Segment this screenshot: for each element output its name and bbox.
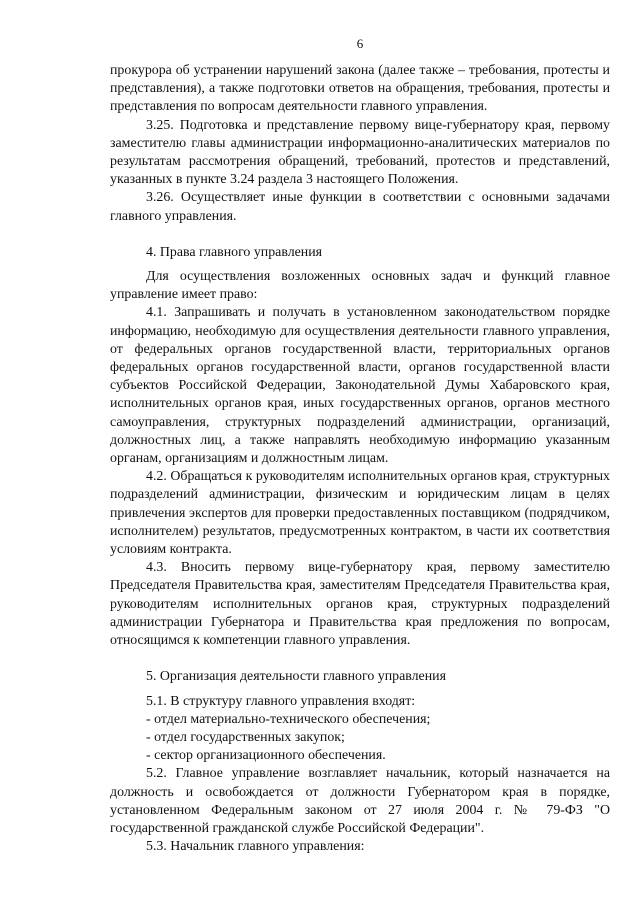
list-item: - отдел государственных закупок; xyxy=(146,729,345,745)
list-item: - отдел материально-технического обеспечения; xyxy=(146,711,431,727)
section-4-heading: 4. Права главного управления xyxy=(146,244,323,260)
document-body xyxy=(110,62,610,856)
section-4-intro: Для осуществления возложенных основных задач и функций главное управление имеет право: xyxy=(110,269,610,303)
paragraph-5-2: 5.2. Главное управление возглавляет начальник, который назначается на должность и освобождается от должности Губернатором края в порядке, установленном Федеральным законом от 27 июля 2004 г. № 79-ФЗ "О государственной гражданской службе Российской Федерации". xyxy=(110,766,610,836)
paragraph-5-3: 5.3. Начальник главного управления: xyxy=(146,839,365,855)
paragraph-4-1: 4.1. Запрашивать и получать в установленном законодательством порядке информацию, необходимую для осуществления деятельности главного управления, от федеральных органов государственной власти, территориальных органов федеральных органов государственной власти, органов государственной власти субъектов Российской Федерации, Законодательной Думы Хабаровского края, исполнительных органов края, иных государственных органов, органов местного самоуправления, структурных подразделений администрации, организаций, должностных лиц, а также направлять необходимую информацию указанным органам, организациям и должностным лицам. xyxy=(110,305,610,467)
page-number: 6 xyxy=(356,36,364,51)
paragraph-3-25: 3.25. Подготовка и представление первому вице-губернатору края, первому заместителю главы администрации информационно-аналитических материалов по результатам рассмотрения обращений, требований, протестов и представлений, указанных в пункте 3.24 раздела 3 настоящего Положения. xyxy=(110,117,610,188)
list-item: - сектор организационного обеспечения. xyxy=(146,748,386,764)
paragraph-3-26: 3.26. Осуществляет иные функции в соответствии с основными задачами главного управления. xyxy=(110,190,610,224)
paragraph-continuation: прокурора об устранении нарушений закона (далее также – требования, протесты и представления), а также подготовки ответов на обращения, требования, протесты и представления по вопросам деятельности главного управления. xyxy=(110,63,610,115)
paragraph-5-1: 5.1. В структуру главного управления входят: xyxy=(146,693,416,709)
paragraph-4-3: 4.3. Вносить первому вице-губернатору края, первому заместителю Председателя Правительства края, заместителям Председателя Правительства края, руководителям исполнительных органов края, структурных подразделений администрации Губернатора и Правительства края предложения по вопросам, относящимся к компетенции главного управления. xyxy=(110,560,610,649)
section-5-heading: 5. Организация деятельности главного управления xyxy=(146,669,446,685)
paragraph-4-2: 4.2. Обращаться к руководителям исполнительных органов края, структурных подразделений администрации, физическим и юридическим лицам в целях привлечения экспертов для проверки предоставленных поставщиком (подрядчиком, исполнителем) результатов, предусмотренных контрактом, в части их соответствия условиям контракта. xyxy=(110,469,610,558)
